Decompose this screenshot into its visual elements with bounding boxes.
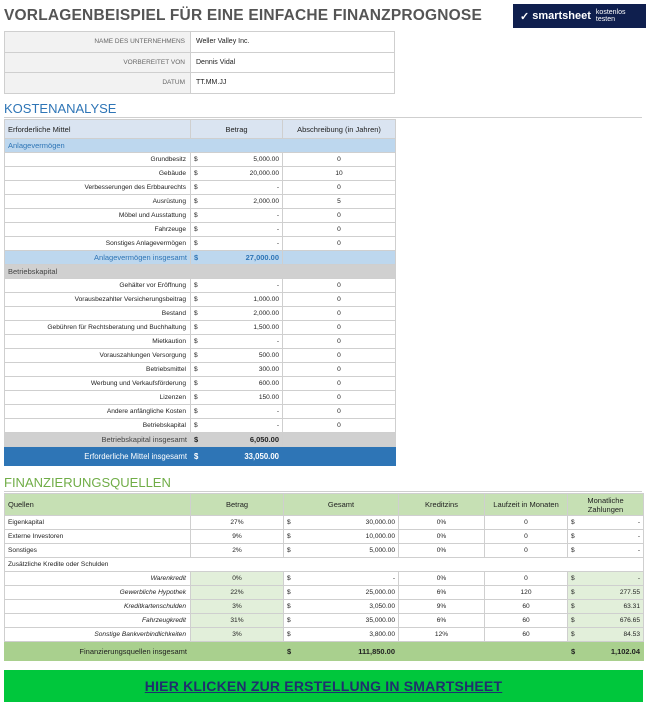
interest-rate[interactable]: 0% bbox=[399, 544, 485, 558]
currency-sign: $ bbox=[191, 181, 205, 195]
cost-row bbox=[5, 377, 396, 391]
currency-sign: $ bbox=[284, 600, 298, 614]
col-header-term: Laufzeit in Monaten bbox=[485, 494, 568, 516]
depreciation-years[interactable]: 0 bbox=[283, 279, 396, 293]
depreciation-years[interactable]: 0 bbox=[283, 153, 396, 167]
empty-cell bbox=[283, 447, 396, 466]
company-info-table bbox=[4, 31, 395, 94]
col-header-sources: Quellen bbox=[5, 494, 191, 516]
monthly-payment: 63.31 bbox=[580, 600, 644, 614]
depreciation-years[interactable]: 5 bbox=[283, 195, 396, 209]
cost-item-label: Werbung und Verkaufsförderung bbox=[5, 377, 191, 391]
cost-row bbox=[5, 293, 396, 307]
source-label: Externe Investoren bbox=[5, 530, 191, 544]
financing-total-amount: 111,850.00 bbox=[298, 642, 399, 661]
col-header-interest: Kreditzins bbox=[399, 494, 485, 516]
cost-row bbox=[5, 349, 396, 363]
cost-item-label: Mietkaution bbox=[5, 335, 191, 349]
debt-row bbox=[5, 586, 644, 600]
currency-sign: $ bbox=[284, 628, 298, 642]
cost-row bbox=[5, 237, 396, 251]
total-row-fixed-assets bbox=[5, 251, 396, 265]
financing-section-heading: FINANZIERUNGSQUELLEN bbox=[4, 475, 171, 490]
total-row-working-capital bbox=[5, 433, 396, 447]
cost-amount[interactable]: - bbox=[205, 335, 283, 349]
term-months[interactable]: 60 bbox=[485, 600, 568, 614]
cost-row bbox=[5, 167, 396, 181]
cost-item-label: Fahrzeuge bbox=[5, 223, 191, 237]
cost-row bbox=[5, 181, 396, 195]
term-months[interactable]: 60 bbox=[485, 614, 568, 628]
depreciation-years[interactable]: 0 bbox=[283, 377, 396, 391]
info-row bbox=[5, 73, 395, 94]
cost-item-label: Andere anfängliche Kosten bbox=[5, 405, 191, 419]
source-label: Fahrzeugkredit bbox=[5, 614, 191, 628]
cost-amount[interactable]: - bbox=[205, 237, 283, 251]
term-months[interactable]: 60 bbox=[485, 628, 568, 642]
currency-sign: $ bbox=[284, 544, 298, 558]
depreciation-years[interactable]: 0 bbox=[283, 209, 396, 223]
currency-sign: $ bbox=[191, 153, 205, 167]
cost-row bbox=[5, 209, 396, 223]
depreciation-years[interactable]: 0 bbox=[283, 405, 396, 419]
currency-sign: $ bbox=[568, 544, 580, 558]
col-header-item: Erforderliche Mittel bbox=[5, 120, 191, 139]
source-total[interactable]: 35,000.00 bbox=[298, 614, 399, 628]
company-name-field[interactable]: Weller Valley Inc. bbox=[191, 32, 395, 53]
currency-sign: $ bbox=[191, 433, 205, 447]
source-total[interactable]: 30,000.00 bbox=[298, 516, 399, 530]
term-months[interactable]: 0 bbox=[485, 516, 568, 530]
currency-sign: $ bbox=[191, 349, 205, 363]
currency-sign: $ bbox=[284, 586, 298, 600]
debt-row bbox=[5, 572, 644, 586]
debt-row bbox=[5, 614, 644, 628]
checkmark-icon: ✓ bbox=[520, 10, 530, 23]
depreciation-years[interactable]: 0 bbox=[283, 293, 396, 307]
currency-sign: $ bbox=[191, 321, 205, 335]
debt-group-label: Zusätzliche Kredite oder Schulden bbox=[5, 558, 644, 572]
source-label: Sonstige Bankverbindlichkeiten bbox=[5, 628, 191, 642]
currency-sign: $ bbox=[191, 251, 205, 265]
currency-sign: $ bbox=[191, 419, 205, 433]
depreciation-years[interactable]: 0 bbox=[283, 223, 396, 237]
currency-sign: $ bbox=[191, 279, 205, 293]
total-label: Betriebskapital insgesamt bbox=[5, 433, 191, 447]
cost-amount[interactable]: 2,000.00 bbox=[205, 195, 283, 209]
badge-brand: smartsheet bbox=[532, 10, 591, 22]
cost-item-label: Betriebskapital bbox=[5, 419, 191, 433]
financing-table bbox=[4, 493, 644, 661]
currency-sign: $ bbox=[191, 363, 205, 377]
cost-item-label: Gebäude bbox=[5, 167, 191, 181]
currency-sign: $ bbox=[284, 572, 298, 586]
cost-item-label: Sonstiges Anlagevermögen bbox=[5, 237, 191, 251]
cost-item-label: Grundbesitz bbox=[5, 153, 191, 167]
source-label: Eigenkapital bbox=[5, 516, 191, 530]
info-row bbox=[5, 32, 395, 53]
source-share: 3% bbox=[191, 628, 284, 642]
cost-item-label: Gehälter vor Eröffnung bbox=[5, 279, 191, 293]
interest-rate[interactable]: 9% bbox=[399, 600, 485, 614]
info-label: DATUM bbox=[5, 73, 191, 94]
source-share: 22% bbox=[191, 586, 284, 600]
cost-amount[interactable]: - bbox=[205, 209, 283, 223]
total-amount: 27,000.00 bbox=[205, 251, 283, 265]
financing-total-label: Finanzierungsquellen insgesamt bbox=[5, 642, 191, 661]
term-months[interactable]: 0 bbox=[485, 572, 568, 586]
empty-cell bbox=[283, 433, 396, 447]
source-label: Sonstiges bbox=[5, 544, 191, 558]
currency-sign: $ bbox=[191, 391, 205, 405]
prepared-by-field[interactable]: Dennis Vidal bbox=[191, 52, 395, 73]
financing-header-row bbox=[5, 494, 644, 516]
currency-sign: $ bbox=[568, 628, 580, 642]
cost-amount[interactable]: - bbox=[205, 279, 283, 293]
source-total[interactable]: - bbox=[298, 572, 399, 586]
interest-rate[interactable]: 6% bbox=[399, 586, 485, 600]
cost-row bbox=[5, 195, 396, 209]
currency-sign: $ bbox=[191, 237, 205, 251]
source-label: Warenkredit bbox=[5, 572, 191, 586]
debt-row bbox=[5, 600, 644, 614]
currency-sign: $ bbox=[191, 209, 205, 223]
cost-row bbox=[5, 321, 396, 335]
term-months[interactable]: 0 bbox=[485, 544, 568, 558]
cost-item-label: Gebühren für Rechtsberatung und Buchhaltung bbox=[5, 321, 191, 335]
source-share: 9% bbox=[191, 530, 284, 544]
cost-amount[interactable]: 2,000.00 bbox=[205, 307, 283, 321]
monthly-payment: 277.55 bbox=[580, 586, 644, 600]
cost-amount[interactable]: 300.00 bbox=[205, 363, 283, 377]
depreciation-years[interactable]: 0 bbox=[283, 237, 396, 251]
cost-amount[interactable]: 600.00 bbox=[205, 377, 283, 391]
group-header-working-capital: Betriebskapital bbox=[5, 265, 396, 279]
cost-amount[interactable]: 1,000.00 bbox=[205, 293, 283, 307]
cost-item-label: Betriebsmittel bbox=[5, 363, 191, 377]
cost-item-label: Vorausbezahlter Versicherungsbeitrag bbox=[5, 293, 191, 307]
col-header-amount: Betrag bbox=[191, 494, 284, 516]
badge-cta: kostenlos testen bbox=[595, 9, 626, 23]
cost-row bbox=[5, 223, 396, 237]
interest-rate[interactable]: 0% bbox=[399, 516, 485, 530]
financing-row bbox=[5, 544, 644, 558]
cost-amount[interactable]: - bbox=[205, 405, 283, 419]
source-total[interactable]: 25,000.00 bbox=[298, 586, 399, 600]
cost-row bbox=[5, 363, 396, 377]
interest-rate[interactable]: 12% bbox=[399, 628, 485, 642]
cost-amount[interactable]: 500.00 bbox=[205, 349, 283, 363]
term-months[interactable]: 120 bbox=[485, 586, 568, 600]
cost-amount[interactable]: - bbox=[205, 223, 283, 237]
working-capital-rows bbox=[5, 279, 396, 433]
cost-row bbox=[5, 153, 396, 167]
monthly-payment: 84.53 bbox=[580, 628, 644, 642]
depreciation-years[interactable]: 0 bbox=[283, 349, 396, 363]
grand-total-label: Erforderliche Mittel insgesamt bbox=[5, 447, 191, 466]
currency-sign: $ bbox=[191, 195, 205, 209]
source-share: 0% bbox=[191, 572, 284, 586]
cost-amount[interactable]: 1,500.00 bbox=[205, 321, 283, 335]
section-divider bbox=[4, 117, 642, 118]
cost-analysis-table bbox=[4, 119, 396, 466]
total-label: Anlagevermögen insgesamt bbox=[5, 251, 191, 265]
create-in-smartsheet-button[interactable] bbox=[4, 670, 643, 702]
source-total[interactable]: 3,800.00 bbox=[298, 628, 399, 642]
depreciation-years[interactable]: 0 bbox=[283, 391, 396, 405]
cost-row bbox=[5, 279, 396, 293]
debt-rows bbox=[5, 572, 644, 642]
financing-source-rows bbox=[5, 516, 644, 558]
source-share: 3% bbox=[191, 600, 284, 614]
currency-sign: $ bbox=[191, 335, 205, 349]
depreciation-years[interactable]: 0 bbox=[283, 307, 396, 321]
debt-group-row bbox=[5, 558, 644, 572]
section-divider bbox=[4, 491, 642, 492]
empty-cell bbox=[399, 642, 485, 661]
cost-item-label: Bestand bbox=[5, 307, 191, 321]
currency-sign: $ bbox=[568, 600, 580, 614]
source-label: Kreditkartenschulden bbox=[5, 600, 191, 614]
currency-sign: $ bbox=[284, 642, 298, 661]
cost-header-row bbox=[5, 120, 396, 139]
cost-row bbox=[5, 405, 396, 419]
cost-row bbox=[5, 307, 396, 321]
currency-sign: $ bbox=[284, 516, 298, 530]
debt-row bbox=[5, 628, 644, 642]
interest-rate[interactable]: 0% bbox=[399, 572, 485, 586]
financing-row bbox=[5, 530, 644, 544]
monthly-payment: - bbox=[580, 572, 644, 586]
cost-amount[interactable]: 20,000.00 bbox=[205, 167, 283, 181]
depreciation-years[interactable]: 0 bbox=[283, 335, 396, 349]
monthly-payment: - bbox=[580, 516, 644, 530]
currency-sign: $ bbox=[191, 167, 205, 181]
currency-sign: $ bbox=[568, 530, 580, 544]
depreciation-years[interactable]: 0 bbox=[283, 321, 396, 335]
empty-cell bbox=[283, 251, 396, 265]
currency-sign: $ bbox=[191, 377, 205, 391]
currency-sign: $ bbox=[568, 516, 580, 530]
info-label: VORBEREITET VON bbox=[5, 52, 191, 73]
cost-item-label: Vorauszahlungen Versorgung bbox=[5, 349, 191, 363]
financing-row bbox=[5, 516, 644, 530]
cost-item-label: Ausrüstung bbox=[5, 195, 191, 209]
cost-section-heading: KOSTENANALYSE bbox=[4, 101, 117, 116]
cost-amount[interactable]: 5,000.00 bbox=[205, 153, 283, 167]
source-total[interactable]: 3,050.00 bbox=[298, 600, 399, 614]
create-in-smartsheet-label: HIER KLICKEN ZUR ERSTELLUNG IN SMARTSHEET bbox=[144, 678, 503, 694]
cost-amount[interactable]: 150.00 bbox=[205, 391, 283, 405]
currency-sign: $ bbox=[568, 572, 580, 586]
empty-cell bbox=[191, 642, 284, 661]
monthly-payment: - bbox=[580, 544, 644, 558]
cost-amount[interactable]: - bbox=[205, 419, 283, 433]
cost-item-label: Verbesserungen des Erbbaurechts bbox=[5, 181, 191, 195]
source-share: 31% bbox=[191, 614, 284, 628]
term-months[interactable]: 0 bbox=[485, 530, 568, 544]
col-header-monthly: Monatliche Zahlungen bbox=[568, 494, 644, 516]
info-label: NAME DES UNTERNEHMENS bbox=[5, 32, 191, 53]
page-title: VORLAGENBEISPIEL FÜR EINE EINFACHE FINANZPROGNOSE bbox=[4, 7, 483, 24]
cost-item-label: Lizenzen bbox=[5, 391, 191, 405]
interest-rate[interactable]: 0% bbox=[399, 530, 485, 544]
cost-amount[interactable]: - bbox=[205, 181, 283, 195]
source-label: Gewerbliche Hypothek bbox=[5, 586, 191, 600]
empty-cell bbox=[485, 642, 568, 661]
financing-total-row bbox=[5, 642, 644, 661]
grand-total-row bbox=[5, 447, 396, 466]
cost-row bbox=[5, 335, 396, 349]
source-total[interactable]: 5,000.00 bbox=[298, 544, 399, 558]
currency-sign: $ bbox=[191, 293, 205, 307]
total-amount: 6,050.00 bbox=[205, 433, 283, 447]
depreciation-years[interactable]: 10 bbox=[283, 167, 396, 181]
monthly-payment: - bbox=[580, 530, 644, 544]
cost-item-label: Möbel und Ausstattung bbox=[5, 209, 191, 223]
currency-sign: $ bbox=[568, 642, 580, 661]
currency-sign: $ bbox=[568, 586, 580, 600]
currency-sign: $ bbox=[568, 614, 580, 628]
financing-total-payment: 1,102.04 bbox=[580, 642, 644, 661]
date-field[interactable]: TT.MM.JJ bbox=[191, 73, 395, 94]
cost-row bbox=[5, 391, 396, 405]
source-share: 2% bbox=[191, 544, 284, 558]
col-header-total: Gesamt bbox=[284, 494, 399, 516]
currency-sign: $ bbox=[191, 405, 205, 419]
currency-sign: $ bbox=[284, 530, 298, 544]
smartsheet-trial-badge[interactable] bbox=[513, 4, 646, 28]
monthly-payment: 676.65 bbox=[580, 614, 644, 628]
interest-rate[interactable]: 6% bbox=[399, 614, 485, 628]
source-total[interactable]: 10,000.00 bbox=[298, 530, 399, 544]
col-header-amount: Betrag bbox=[191, 120, 283, 139]
fixed-assets-rows bbox=[5, 153, 396, 251]
currency-sign: $ bbox=[191, 223, 205, 237]
col-header-years: Abschreibung (in Jahren) bbox=[283, 120, 396, 139]
info-row bbox=[5, 52, 395, 73]
cost-row bbox=[5, 419, 396, 433]
depreciation-years[interactable]: 0 bbox=[283, 181, 396, 195]
currency-sign: $ bbox=[191, 447, 205, 466]
depreciation-years[interactable]: 0 bbox=[283, 363, 396, 377]
currency-sign: $ bbox=[191, 307, 205, 321]
currency-sign: $ bbox=[284, 614, 298, 628]
grand-total-amount: 33,050.00 bbox=[205, 447, 283, 466]
depreciation-years[interactable]: 0 bbox=[283, 419, 396, 433]
source-share: 27% bbox=[191, 516, 284, 530]
group-header-fixed-assets: Anlagevermögen bbox=[5, 139, 396, 153]
